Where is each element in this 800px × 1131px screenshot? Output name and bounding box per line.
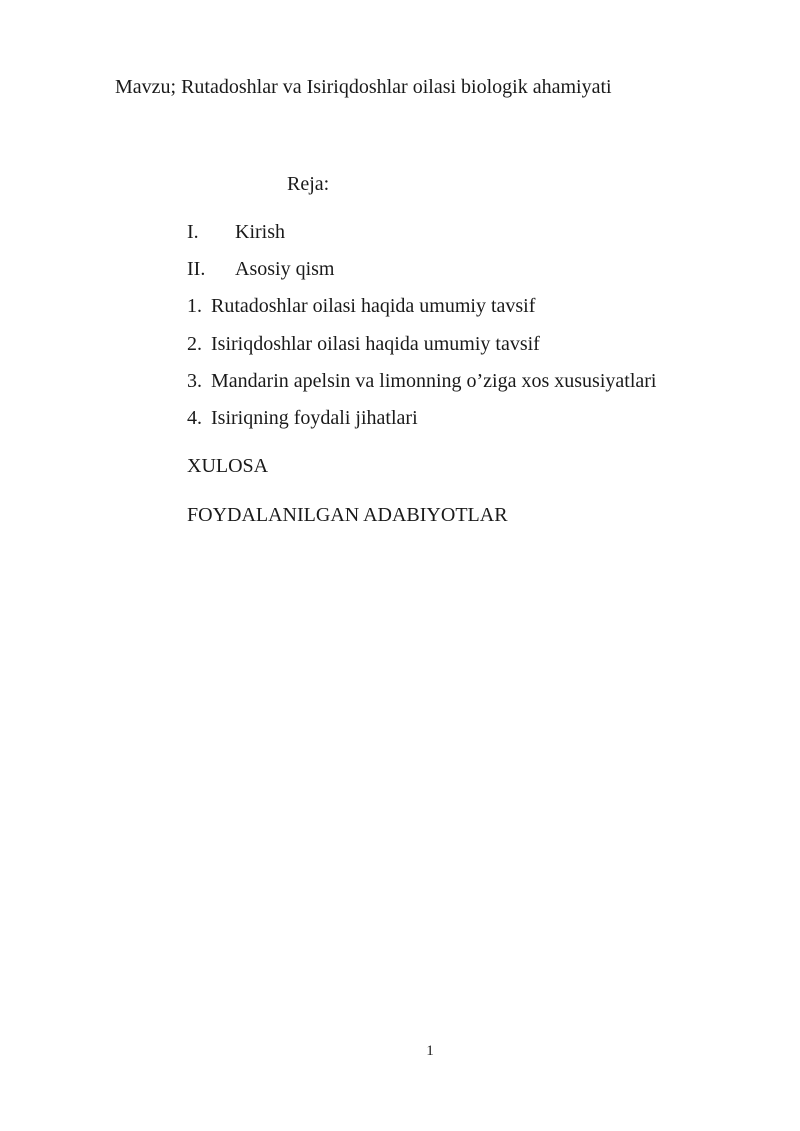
plan-item-label: Asosiy qism	[235, 258, 335, 280]
plan-subitem-label: Rutadoshlar oilasi haqida umumiy tavsif	[211, 295, 536, 317]
plan-subitem-number: 3.	[187, 370, 202, 392]
references-heading: FOYDALANILGAN ADABIYOTLAR	[187, 504, 508, 526]
plan-subitem-number: 4.	[187, 407, 202, 429]
plan-subitem-label: Isiriqning foydali jihatlari	[211, 407, 418, 429]
plan-item-main-part	[187, 258, 334, 281]
plan-subitem-number: 1.	[187, 295, 202, 317]
conclusion-heading: XULOSA	[187, 455, 269, 477]
plan-heading: Reja:	[287, 173, 330, 195]
plan-item-label: Kirish	[235, 221, 285, 243]
document-title: Mavzu; Rutadoshlar va Isiriqdoshlar oilasi biologik ahamiyati	[115, 76, 612, 98]
plan-subitem-label: Isiriqdoshlar oilasi haqida umumiy tavsif	[211, 333, 540, 355]
plan-subitem-3	[187, 370, 656, 393]
plan-subitem-1	[187, 295, 535, 318]
plan-subitem-label: Mandarin apelsin va limonning o’ziga xos xususiyatlari	[211, 370, 657, 392]
page-number: 1	[426, 1043, 434, 1059]
plan-subitem-2	[187, 333, 540, 356]
plan-item-number: I.	[187, 221, 199, 243]
plan-item-introduction	[187, 221, 285, 244]
plan-item-number: II.	[187, 258, 206, 280]
plan-subitem-number: 2.	[187, 333, 202, 355]
plan-subitem-4	[187, 407, 418, 430]
